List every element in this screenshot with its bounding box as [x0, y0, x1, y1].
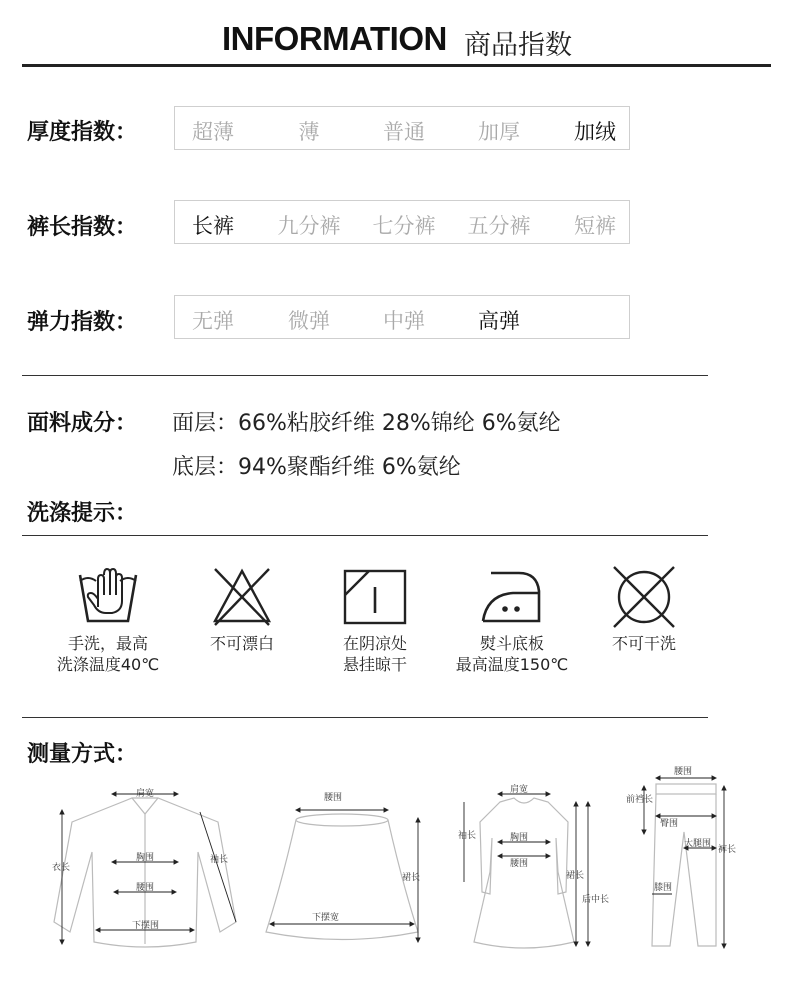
skirt-waist-label: 腰围	[324, 793, 343, 803]
care-text: 熨斗底板	[479, 634, 544, 653]
washing-label: 洗涤提示：	[27, 501, 138, 526]
thickness-label: 厚度指数：	[27, 120, 138, 145]
shirt-sleeve-label: 袖长	[210, 855, 229, 865]
dress-measure-diagram	[454, 782, 610, 957]
pants-knee-label: 膝围	[654, 883, 673, 893]
care-text: 不可干洗	[611, 634, 676, 653]
pants-rise-label: 前裆长	[626, 795, 654, 805]
skirt-hem-label: 下摆宽	[312, 913, 340, 923]
shirt-chest-label: 胸围	[136, 853, 155, 863]
stretch-option: 中弹	[383, 309, 425, 333]
fabric-outer-layer: 面层：66%粘胶纤维 28%锦纶 6%氨纶	[172, 411, 561, 436]
length-option: 五分裤	[467, 214, 531, 238]
pants-thigh-label: 大腿围	[684, 839, 712, 849]
iron-icon	[479, 565, 545, 627]
shirt-measure-diagram	[50, 782, 240, 957]
thickness-scale	[174, 106, 630, 150]
dress-waist-label: 腰围	[510, 859, 529, 869]
dress-back-length-label: 后中长	[582, 895, 610, 905]
shirt-length-label: 衣长	[52, 863, 71, 873]
length-option: 七分裤	[372, 214, 436, 238]
thickness-option: 普通	[383, 120, 425, 144]
dress-length-label: 裙长	[566, 871, 585, 881]
length-scale	[174, 200, 630, 244]
length-label: 裤长指数：	[27, 215, 138, 240]
care-text: 在阴凉处	[342, 634, 407, 653]
care-no-dry-clean	[574, 565, 714, 654]
care-hand-wash	[38, 565, 178, 675]
section-divider	[22, 717, 708, 718]
care-text: 悬挂晾干	[342, 655, 407, 674]
stretch-option-selected: 高弹	[478, 309, 520, 333]
stretch-label: 弹力指数：	[27, 310, 138, 335]
dress-sleeve-label: 袖长	[458, 831, 477, 841]
shirt-hem-label: 下摆围	[132, 921, 160, 931]
header-divider	[22, 64, 771, 67]
dress-chest-label: 胸围	[510, 833, 529, 843]
care-text: 不可漂白	[209, 634, 274, 653]
hand-wash-icon	[76, 565, 140, 627]
length-option: 短裤	[574, 214, 616, 238]
stretch-option: 无弹	[192, 309, 234, 333]
dress-shoulder-label: 肩宽	[510, 785, 529, 795]
thickness-option: 加厚	[478, 120, 520, 144]
stretch-scale	[174, 295, 630, 339]
section-divider	[22, 375, 708, 376]
length-option-selected: 长裤	[192, 214, 234, 238]
care-text: 最高温度150℃	[455, 655, 569, 674]
pants-waist-label: 腰围	[674, 767, 693, 777]
measure-label: 测量方式：	[27, 742, 138, 767]
care-dry-shade	[305, 565, 445, 675]
fabric-inner-layer: 底层：94%聚酯纤维 6%氨纶	[172, 455, 461, 480]
thickness-option-selected: 加绒	[574, 120, 616, 144]
fabric-label: 面料成分：	[27, 411, 138, 436]
care-no-bleach	[172, 565, 312, 654]
section-divider	[22, 535, 708, 536]
info-title-en: INFORMATION	[222, 20, 447, 57]
no-dry-clean-icon	[611, 565, 677, 627]
skirt-length-label: 裙长	[402, 873, 421, 883]
pants-length-label: 裤长	[718, 845, 737, 855]
care-text: 洗涤温度40℃	[56, 655, 160, 674]
stretch-option: 微弹	[288, 309, 330, 333]
care-text: 手洗，最高	[67, 634, 148, 653]
pants-hip-label: 臀围	[660, 819, 679, 829]
skirt-measure-diagram	[262, 782, 432, 957]
thickness-option: 超薄	[192, 120, 234, 144]
pants-measure-diagram	[622, 762, 737, 962]
thickness-option: 薄	[298, 120, 320, 144]
length-option: 九分裤	[277, 214, 341, 238]
dry-in-shade-icon	[342, 565, 408, 627]
shirt-shoulder-label: 肩宽	[136, 789, 155, 799]
info-title-cn: 商品指数	[464, 30, 572, 61]
shirt-waist-label: 腰围	[136, 883, 155, 893]
no-bleach-icon	[209, 565, 275, 627]
care-iron	[442, 565, 582, 675]
